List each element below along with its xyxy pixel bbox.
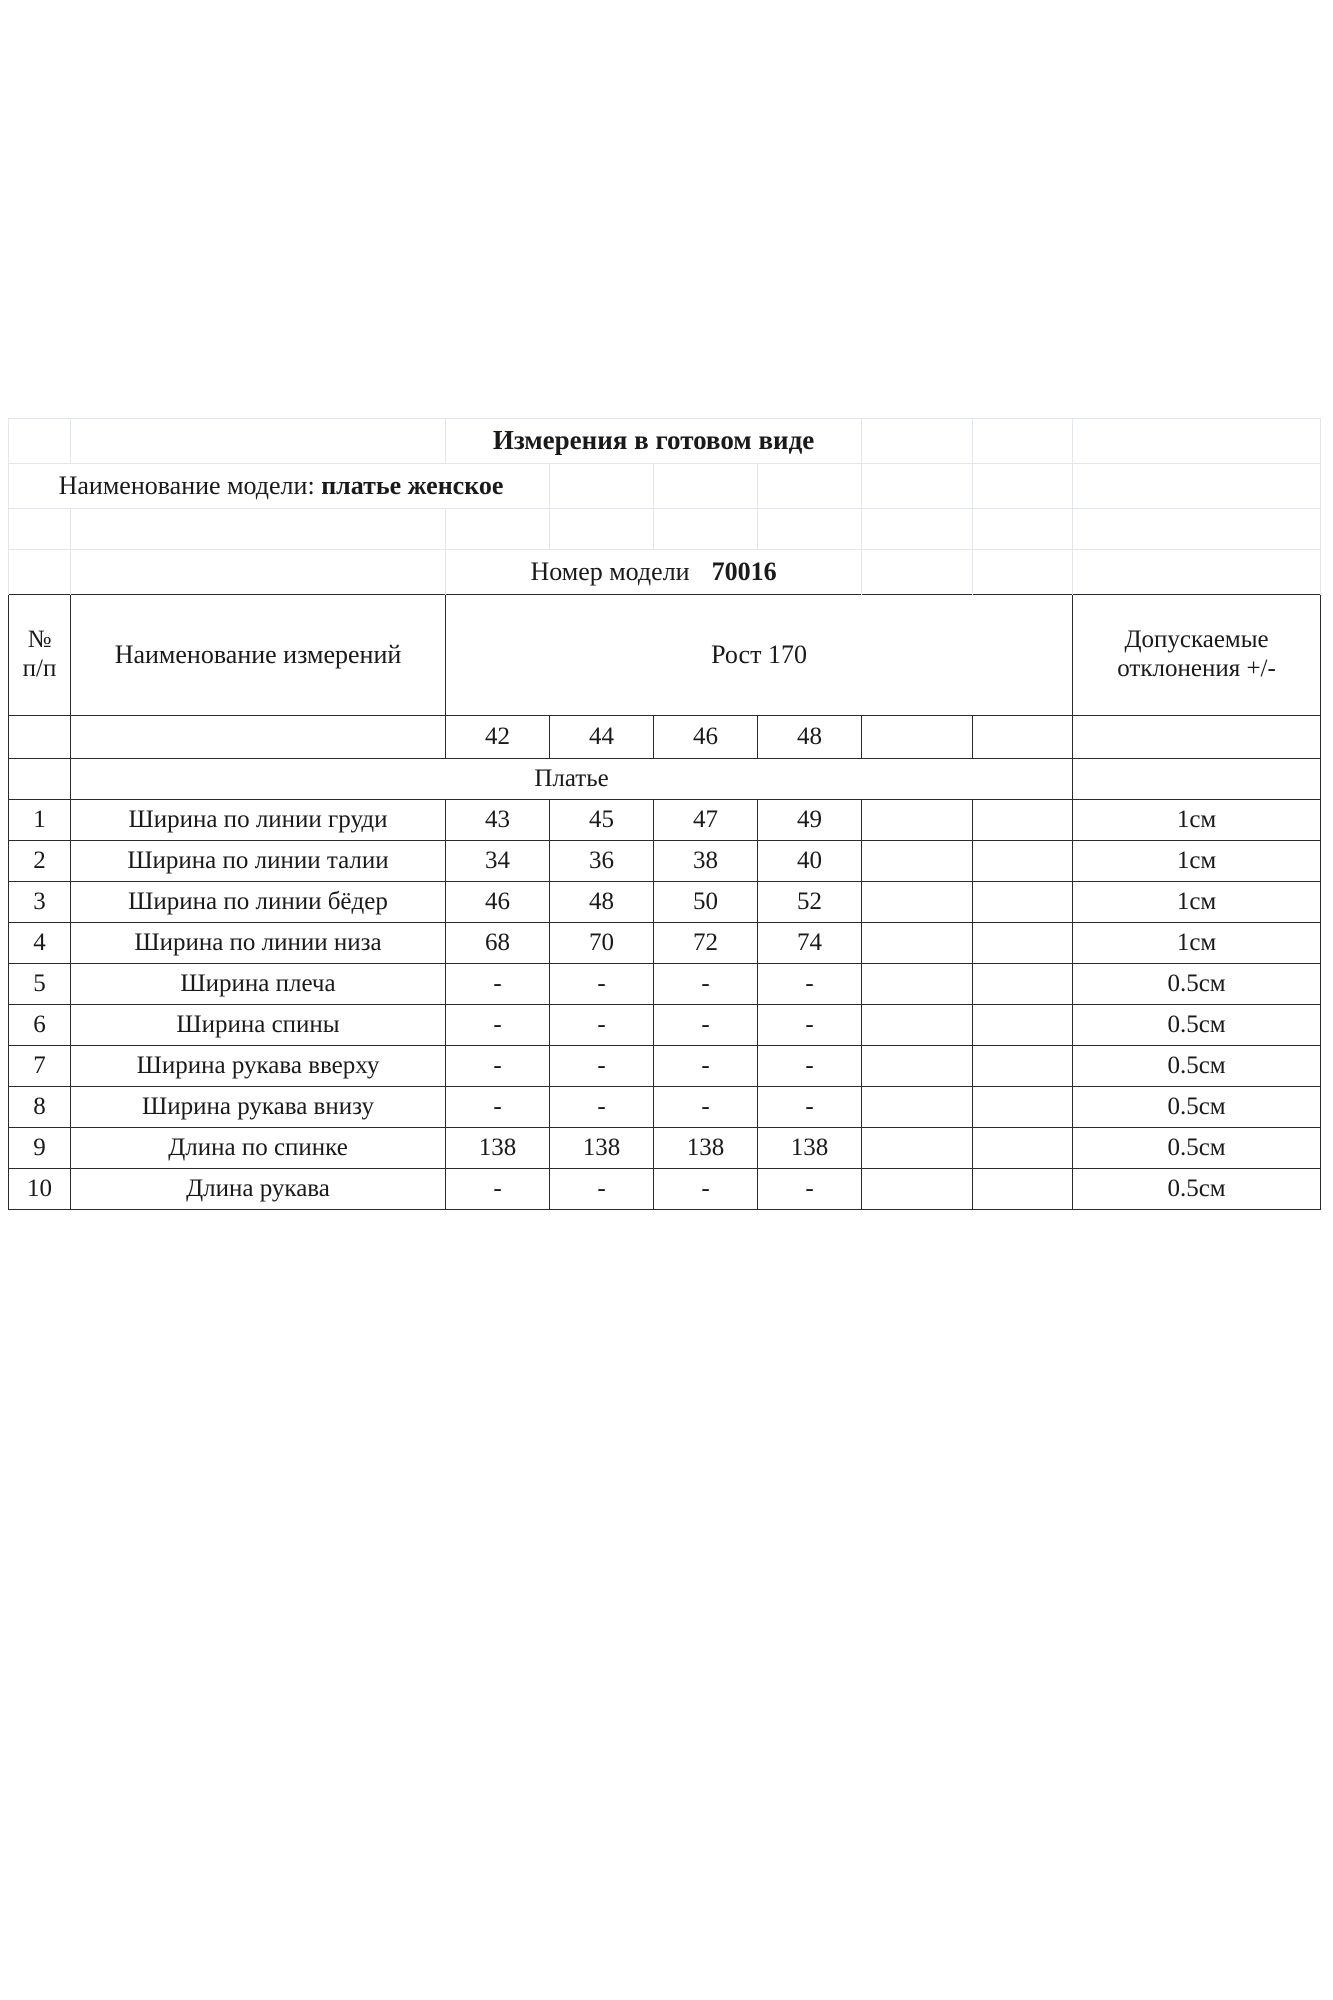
row-value-empty-1 (862, 841, 973, 882)
size-cell-empty-1 (862, 716, 973, 759)
section-tolerance-cell (1073, 759, 1321, 800)
row-measurement-name: Длина по спинке (71, 1128, 446, 1169)
model-name-row (9, 464, 1321, 509)
row-value-48: 138 (758, 1128, 862, 1169)
row-value-46: 50 (654, 882, 758, 923)
measurements-table (8, 418, 1321, 1210)
row-value-empty-1 (862, 1087, 973, 1128)
table-row (9, 923, 1321, 964)
size-row-number-cell (9, 716, 71, 759)
spacer-cell (973, 509, 1073, 550)
row-measurement-name: Ширина по линии низа (71, 923, 446, 964)
row-value-48: 40 (758, 841, 862, 882)
row-number: 3 (9, 882, 71, 923)
row-tolerance: 1см (1073, 923, 1321, 964)
row-tolerance: 0.5см (1073, 1087, 1321, 1128)
row-measurement-name: Ширина рукава вверху (71, 1046, 446, 1087)
size-cell-empty-2 (973, 716, 1073, 759)
size-row-tolerance-cell (1073, 716, 1321, 759)
row-tolerance: 0.5см (1073, 1128, 1321, 1169)
row-value-empty-1 (862, 1169, 973, 1210)
row-number: 5 (9, 964, 71, 1005)
row-value-44: 45 (550, 800, 654, 841)
blank-row (9, 509, 1321, 550)
row-value-46: - (654, 1087, 758, 1128)
row-value-44: 138 (550, 1128, 654, 1169)
row-value-48: - (758, 1169, 862, 1210)
row-value-42: - (446, 1169, 550, 1210)
row-value-empty-1 (862, 1128, 973, 1169)
table-row (9, 800, 1321, 841)
row-value-48: - (758, 1005, 862, 1046)
spacer-cell (1073, 419, 1321, 464)
model-name-value: платье женское (321, 471, 504, 501)
sizes-row (9, 716, 1321, 759)
spacer-cell (550, 464, 654, 509)
header-tolerance-line2: отклонения +/- (1117, 655, 1276, 682)
size-cell-46: 46 (654, 716, 758, 759)
table-row (9, 841, 1321, 882)
row-value-empty-2 (973, 1005, 1073, 1046)
row-tolerance: 1см (1073, 841, 1321, 882)
row-tolerance: 0.5см (1073, 964, 1321, 1005)
measurements-sheet (8, 418, 1320, 1210)
header-number (9, 595, 71, 716)
row-number: 10 (9, 1169, 71, 1210)
row-value-42: 34 (446, 841, 550, 882)
row-value-empty-1 (862, 964, 973, 1005)
spacer-cell (1073, 509, 1321, 550)
row-value-44: 48 (550, 882, 654, 923)
size-cell-44: 44 (550, 716, 654, 759)
spacer-cell (446, 509, 550, 550)
row-value-44: - (550, 1087, 654, 1128)
row-value-empty-2 (973, 841, 1073, 882)
spacer-cell (1073, 464, 1321, 509)
model-name-label: Наименование модели: (58, 471, 315, 501)
spacer-cell (758, 464, 862, 509)
row-number: 8 (9, 1087, 71, 1128)
row-value-44: - (550, 1005, 654, 1046)
model-number-value: 70016 (711, 557, 777, 587)
row-value-empty-1 (862, 882, 973, 923)
row-number: 1 (9, 800, 71, 841)
table-row (9, 1005, 1321, 1046)
spacer-cell (973, 550, 1073, 595)
row-value-48: 74 (758, 923, 862, 964)
row-value-46: 38 (654, 841, 758, 882)
row-value-empty-1 (862, 800, 973, 841)
row-measurement-name: Ширина рукава внизу (71, 1087, 446, 1128)
row-value-42: - (446, 1005, 550, 1046)
header-tolerance-line1: Допускаемые (1124, 626, 1269, 654)
spacer-cell (973, 464, 1073, 509)
table-header-row (9, 595, 1321, 716)
row-number: 6 (9, 1005, 71, 1046)
spacer-cell (862, 550, 973, 595)
size-row-name-cell (71, 716, 446, 759)
row-value-42: 43 (446, 800, 550, 841)
row-value-48: - (758, 964, 862, 1005)
spacer-cell (862, 509, 973, 550)
row-tolerance: 0.5см (1073, 1005, 1321, 1046)
document-title: Измерения в готовом виде (446, 419, 862, 464)
row-value-empty-1 (862, 1046, 973, 1087)
row-value-empty-2 (973, 1169, 1073, 1210)
spacer-cell (9, 550, 71, 595)
row-value-empty-2 (973, 1128, 1073, 1169)
row-value-44: - (550, 1046, 654, 1087)
row-value-44: 36 (550, 841, 654, 882)
row-value-42: - (446, 964, 550, 1005)
row-tolerance: 0.5см (1073, 1169, 1321, 1210)
row-value-44: - (550, 964, 654, 1005)
model-number (446, 550, 862, 595)
row-value-empty-2 (973, 800, 1073, 841)
row-value-46: 138 (654, 1128, 758, 1169)
header-height-group: Рост 170 (446, 595, 1073, 716)
row-number: 7 (9, 1046, 71, 1087)
spacer-cell (758, 509, 862, 550)
header-measurement-name: Наименование измерений (71, 595, 446, 716)
row-value-42: - (446, 1046, 550, 1087)
table-row (9, 1169, 1321, 1210)
row-value-empty-1 (862, 1005, 973, 1046)
row-value-42: 46 (446, 882, 550, 923)
row-value-46: 72 (654, 923, 758, 964)
row-value-48: 52 (758, 882, 862, 923)
table-row (9, 1087, 1321, 1128)
row-value-44: 70 (550, 923, 654, 964)
row-value-46: - (654, 1005, 758, 1046)
row-measurement-name: Ширина по линии талии (71, 841, 446, 882)
title-row (9, 419, 1321, 464)
spacer-cell (71, 509, 446, 550)
spacer-cell (550, 509, 654, 550)
model-name (9, 464, 550, 509)
spacer-cell (1073, 550, 1321, 595)
row-value-42: 138 (446, 1128, 550, 1169)
header-number-line1: № (27, 626, 52, 654)
row-value-empty-1 (862, 923, 973, 964)
section-number-cell (9, 759, 71, 800)
row-measurement-name: Ширина спины (71, 1005, 446, 1046)
spacer-cell (654, 509, 758, 550)
row-value-44: - (550, 1169, 654, 1210)
model-number-row (9, 550, 1321, 595)
table-row (9, 1128, 1321, 1169)
row-value-46: - (654, 1169, 758, 1210)
size-cell-42: 42 (446, 716, 550, 759)
spacer-cell (654, 464, 758, 509)
row-number: 9 (9, 1128, 71, 1169)
row-value-46: - (654, 1046, 758, 1087)
spacer-cell (862, 419, 973, 464)
row-value-empty-2 (973, 923, 1073, 964)
row-tolerance: 1см (1073, 800, 1321, 841)
spacer-cell (9, 419, 71, 464)
row-measurement-name: Ширина по линии бёдер (71, 882, 446, 923)
section-row (9, 759, 1321, 800)
row-number: 4 (9, 923, 71, 964)
header-number-line2: п/п (22, 655, 57, 682)
row-tolerance: 0.5см (1073, 1046, 1321, 1087)
row-value-42: - (446, 1087, 550, 1128)
row-value-48: 49 (758, 800, 862, 841)
row-value-empty-2 (973, 882, 1073, 923)
table-row (9, 964, 1321, 1005)
spacer-cell (973, 419, 1073, 464)
spacer-cell (9, 509, 71, 550)
size-cell-48: 48 (758, 716, 862, 759)
row-tolerance: 1см (1073, 882, 1321, 923)
spacer-cell (71, 419, 446, 464)
row-number: 2 (9, 841, 71, 882)
row-value-46: 47 (654, 800, 758, 841)
table-row (9, 1046, 1321, 1087)
row-measurement-name: Ширина плеча (71, 964, 446, 1005)
row-measurement-name: Длина рукава (71, 1169, 446, 1210)
spacer-cell (71, 550, 446, 595)
row-value-48: - (758, 1087, 862, 1128)
table-row (9, 882, 1321, 923)
row-value-empty-2 (973, 964, 1073, 1005)
header-tolerance (1073, 595, 1321, 716)
model-number-label: Номер модели (530, 557, 690, 587)
row-value-46: - (654, 964, 758, 1005)
row-value-empty-2 (973, 1046, 1073, 1087)
row-value-48: - (758, 1046, 862, 1087)
spacer-cell (862, 464, 973, 509)
row-value-42: 68 (446, 923, 550, 964)
row-value-empty-2 (973, 1087, 1073, 1128)
row-measurement-name: Ширина по линии груди (71, 800, 446, 841)
section-label: Платье (71, 759, 1073, 800)
